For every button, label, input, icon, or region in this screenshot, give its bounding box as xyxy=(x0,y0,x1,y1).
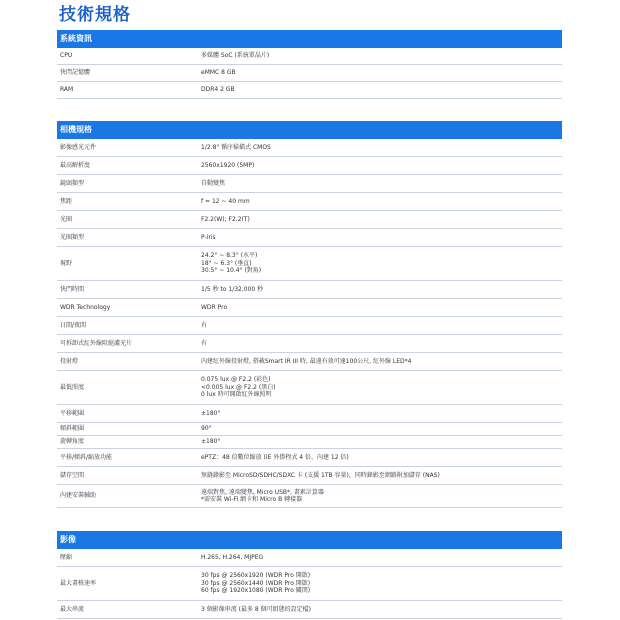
row-key: 光圈 xyxy=(60,215,73,223)
page-title: 技術規格 xyxy=(59,5,131,25)
row-key: 投射燈 xyxy=(60,357,79,365)
section-camera-specs xyxy=(57,121,562,508)
row-key: 快閃記憶體 xyxy=(60,69,91,77)
row-value: 0.075 lux @ F2.2 (彩色) <0.005 lux @ F2.2 (黑白) 0 lux 時可開啟紅外線照明 xyxy=(201,376,276,399)
row-key: 光圈類型 xyxy=(60,233,85,241)
row-key: 影像感光元件 xyxy=(60,143,97,151)
table-row xyxy=(57,467,562,485)
row-key: 日間/夜間 xyxy=(60,321,87,329)
table-row xyxy=(57,48,562,65)
section-header: 系統資訊 xyxy=(57,30,562,48)
row-key: 快門時間 xyxy=(60,285,85,293)
row-key: RAM xyxy=(60,86,74,94)
section-system-info xyxy=(57,30,562,99)
row-value: ±180° xyxy=(201,409,221,417)
table-row xyxy=(57,449,562,467)
table-row xyxy=(57,567,562,601)
row-value: 遠端對焦, 遠端變焦, Micro USB*, 畫素計算器 *需安裝 Wi-Fi 網卡和 Micro B 轉接器 xyxy=(201,488,324,503)
row-key: 可拆卸式紅外線阻絕濾光片 xyxy=(60,339,133,347)
row-key: 傾斜範圍 xyxy=(60,425,85,433)
row-key: 最低照度 xyxy=(60,383,85,391)
table-row xyxy=(57,211,562,229)
row-value: 1/2.8" 循序掃描式 CMOS xyxy=(201,143,271,151)
row-key: 視野 xyxy=(60,259,73,267)
row-value: 有 xyxy=(201,321,208,329)
row-key: 平移範圍 xyxy=(60,409,85,417)
row-key: 內建安裝輔助 xyxy=(60,492,97,500)
table-row xyxy=(57,371,562,405)
row-value: H.265, H.264, MJPEG xyxy=(201,553,264,561)
row-key: 最高解析度 xyxy=(60,161,91,169)
table-row xyxy=(57,436,562,449)
row-value: 自動變焦 xyxy=(201,179,226,187)
table-row xyxy=(57,281,562,299)
table-row xyxy=(57,549,562,567)
table-row xyxy=(57,229,562,247)
row-value: 無縫錄影至 MicroSD/SDHC/SDXC 卡 (支援 1TB 容量)，同時錄影至網路附加儲存 (NAS) xyxy=(201,471,440,479)
row-value: f = 12 ~ 40 mm xyxy=(201,197,250,205)
table-row xyxy=(57,485,562,508)
row-value: WDR Pro xyxy=(201,303,228,311)
row-value: ±180° xyxy=(201,438,221,446)
row-value: 1/5 秒 to 1/32,000 秒 xyxy=(201,285,264,293)
table-row xyxy=(57,65,562,82)
row-value: 內建紅外線投射燈, 搭載Smart IR III 時, 最遠有效可達100公尺, 紅外線 LED*4 xyxy=(201,357,412,365)
row-value: ePTZ：48 倍數位縮放 (IE 外掛程式 4 倍，內建 12 倍) xyxy=(201,453,349,461)
row-value: 3 個影像串流 (最多 8 個可組態的設定檔) xyxy=(201,605,311,613)
table-row xyxy=(57,353,562,371)
row-key: 鏡頭類型 xyxy=(60,179,85,187)
table-row xyxy=(57,317,562,335)
table-row xyxy=(57,193,562,211)
row-value: 2560x1920 (5MP) xyxy=(201,161,255,169)
row-key: 平移/傾斜/縮放功能 xyxy=(60,453,113,461)
table-row xyxy=(57,405,562,423)
row-value: 30 fps @ 2560x1920 (WDR Pro 開啟) 30 fps @ 2560x1440 (WDR Pro 開啟) 60 fps @ 1920x1080 (WDR Pro 關閉) xyxy=(201,572,311,595)
table-row xyxy=(57,157,562,175)
row-key: 儲存空間 xyxy=(60,471,85,479)
section-header: 影像 xyxy=(57,531,562,549)
row-key: CPU xyxy=(60,52,73,60)
row-value: F2.2(W); F2.2(T) xyxy=(201,215,250,223)
row-key: 最大畫格速率 xyxy=(60,579,97,587)
row-key: WDR Technology xyxy=(60,303,111,311)
row-value: DDR4 2 GB xyxy=(201,86,235,94)
row-key: 焦距 xyxy=(60,197,73,205)
table-row xyxy=(57,247,562,281)
section-video xyxy=(57,531,562,619)
row-value: P-iris xyxy=(201,233,216,241)
row-key: 旋轉角度 xyxy=(60,438,85,446)
table-row xyxy=(57,335,562,353)
table-row xyxy=(57,139,562,157)
row-key: 最大串流 xyxy=(60,605,85,613)
row-value: 有 xyxy=(201,339,208,347)
table-row xyxy=(57,82,562,99)
table-row xyxy=(57,423,562,436)
row-key: 壓縮 xyxy=(60,553,73,561)
section-header: 相機規格 xyxy=(57,121,562,139)
table-row xyxy=(57,299,562,317)
table-row xyxy=(57,601,562,619)
row-value: eMMC 8 GB xyxy=(201,69,236,77)
table-row xyxy=(57,175,562,193)
row-value: 24.2° ~ 8.3° (水平) 18° ~ 6.3° (垂直) 30.5° ~ 10.4° (對角) xyxy=(201,252,262,275)
row-value: 90° xyxy=(201,425,212,433)
row-value: 多媒體 SoC (系統單晶片) xyxy=(201,52,270,60)
